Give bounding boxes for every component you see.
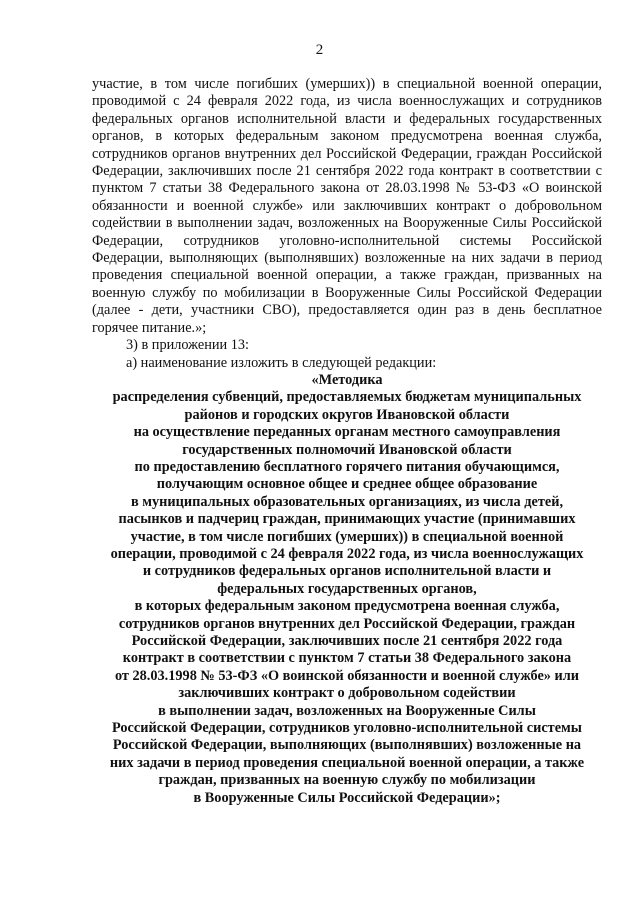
heading-line: граждан, призванных на военную службу по мобилизации <box>158 772 536 789</box>
paragraph-item-a: а) наименование изложить в следующей редакции: <box>126 354 437 371</box>
heading-line: в муниципальных образовательных организациях, из числа детей, <box>130 493 564 510</box>
heading-line: районов и городских округов Ивановской области <box>184 406 510 423</box>
heading-line: в выполнении задач, возложенных на Вооруженные Силы <box>158 702 536 719</box>
heading-line: на осуществление переданных органам местного самоуправления <box>133 424 561 441</box>
heading-line: заключивших контракт о добровольном содействии <box>178 685 516 702</box>
heading-line: Российской Федерации, выполняющих (выполнявших) возложенные на <box>112 737 582 754</box>
heading-line: в которых федеральным законом предусмотрена военная служба, <box>134 598 560 615</box>
heading-line: государственных полномочий Ивановской области <box>182 441 512 458</box>
heading-line: операции, проводимой с 24 февраля 2022 года, из числа военнослужащих <box>110 545 584 562</box>
heading-line: «Методика <box>311 371 383 388</box>
heading-line: от 28.03.1998 № 53-ФЗ «О воинской обязанности и военной службе» или <box>114 667 580 684</box>
paragraph-item-3: 3) в приложении 13: <box>126 337 250 354</box>
page-number: 2 <box>315 42 324 58</box>
heading-line: и сотрудников федеральных органов исполнительной власти и <box>142 563 552 580</box>
heading-line: сотрудников органов внутренних дел Российской Федерации, граждан <box>118 615 576 632</box>
heading-line: Российской Федерации, сотрудников уголовно-исполнительной системы <box>112 720 582 737</box>
heading-line: в Вооруженные Силы Российской Федерации»; <box>193 789 501 806</box>
heading-line: них задачи в период проведения специальной военной операции, а также <box>109 754 585 771</box>
paragraph-continuation: участие, в том числе погибших (умерших)) в специальной военной операции, проводимой с 24 февраля 2022 года, из числа военнослужащих и сотрудников федеральных органов исполнительной власти и федеральных государственных органов, в которых федеральным законом предусмотрена военная служба, сотрудников органов внутренних дел Российской Федерации, граждан Российской Федерации, заключивших после 21 сентября 2022 года контракт в соответствии с пунктом 7 статьи 38 Федерального закона от 28.03.1998 № 53-ФЗ «О воинской обязанности и военной службе» или заключивших контракт о добровольном содействии в выполнении задач, возложенных на Вооруженные Силы Российской Федерации, сотрудников уголовно-исполнительной системы Российской Федерации, выполняющих (выполнявших) возложенные на них задачи в период проведения специальной военной операции, а также граждан, призванных на военную службу по мобилизации в Вооруженные Силы Российской Федерации (далее - дети, участники СВО), предоставляется один раз в день бесплатное горячее питание.»; <box>92 76 602 336</box>
document-body <box>92 76 602 807</box>
heading-line: Российской Федерации, заключивших после 21 сентября 2022 года <box>131 633 563 649</box>
heading-line: по предоставлению бесплатного горячего питания обучающимся, <box>134 458 560 475</box>
heading-line: пасынков и падчериц граждан, принимающих участие (принимавших <box>118 511 576 528</box>
methodology-heading <box>92 372 602 807</box>
heading-line: распределения субвенций, предоставляемых бюджетам муниципальных <box>112 389 582 406</box>
heading-line: получающим основное общее и среднее общее образование <box>156 476 538 493</box>
heading-line: участие, в том числе погибших (умерших)) в специальной военной <box>130 528 564 545</box>
heading-line: федеральных государственных органов, <box>217 580 477 597</box>
heading-line: контракт в соответствии с пунктом 7 статьи 38 Федерального закона <box>122 650 572 667</box>
